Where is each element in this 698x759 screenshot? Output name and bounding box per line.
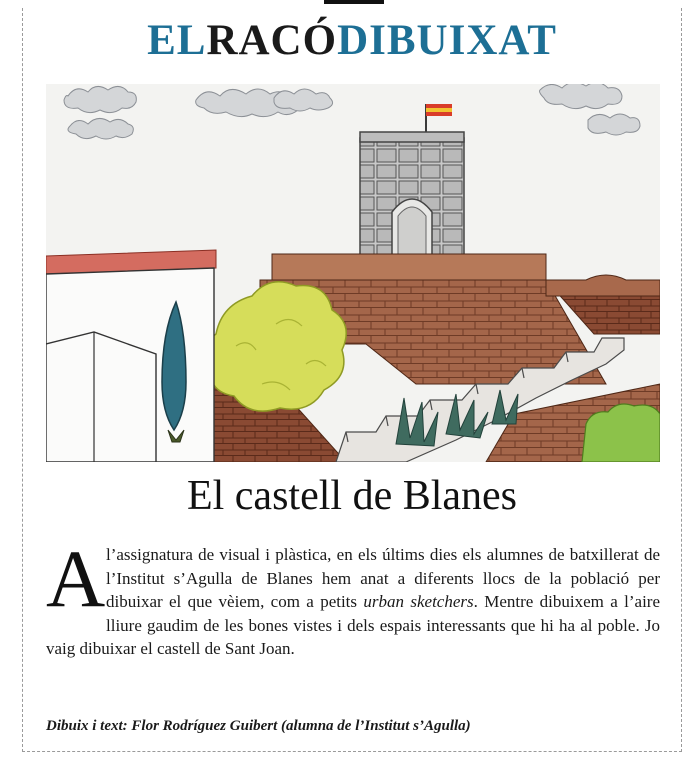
body-text-end: . Mentre dibuixem a l’aire lliure gaudim de les bones vistes i dels espais interessants que hi ha al poble. Jo vaig dibuixar el castell de Sant Joan. (46, 592, 661, 659)
body-text-emphasis: urban sketchers (363, 592, 474, 612)
masthead-part-dibuixat: DIBUIXAT (337, 17, 557, 64)
article-headline: El castell de Blanes (186, 473, 518, 519)
article-body (46, 533, 661, 661)
author-credit: Dibuix i text: Flor Rodríguez Guibert (alumna de l’Institut s’Agulla) (46, 718, 471, 734)
masthead-part-raco: RACÓ (206, 17, 338, 64)
castle-drawing (46, 84, 660, 462)
drop-cap: A (46, 533, 106, 624)
top-tab-mark (324, 0, 384, 4)
masthead-part-el: EL (147, 17, 207, 64)
section-masthead (22, 16, 682, 66)
castle-tower (360, 132, 464, 258)
body-text-start: l’assignatura de visual i plàstica, en els últims dies els alumnes de batxillerat de l’Institut s’Agulla de Blanes hem anat a diferents llocs de la població per dibuixar el que vèiem, com a petits (106, 545, 660, 612)
white-house (46, 250, 216, 462)
